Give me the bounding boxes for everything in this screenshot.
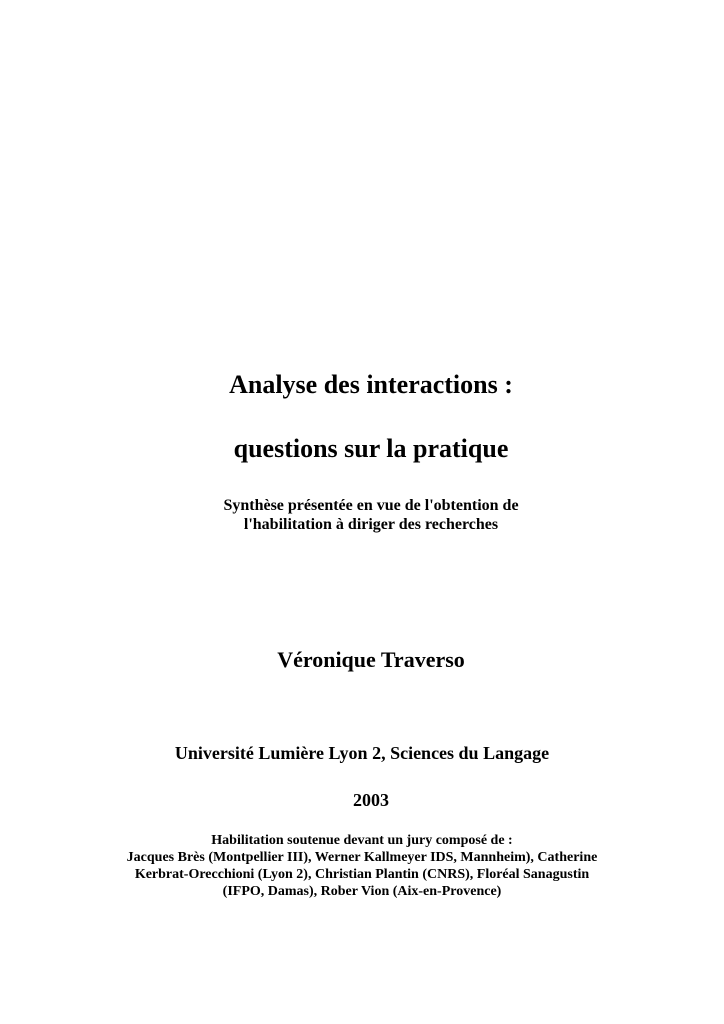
title-line-2: questions sur la pratique xyxy=(233,434,509,463)
jury-line-1: Habilitation soutenue devant un jury composé de : xyxy=(211,833,513,848)
synthesis-line-2: l'habilitation à diriger des recherches xyxy=(243,516,499,533)
jury-block xyxy=(0,832,724,900)
synthesis-line-1: Synthèse présentée en vue de l'obtention de xyxy=(223,497,519,514)
year: 2003 xyxy=(353,790,389,810)
jury-line-4: (IFPO, Damas), Rober Vion (Aix-en-Provence) xyxy=(222,884,502,899)
jury-line-3: Kerbrat-Orecchioni (Lyon 2), Christian Plantin (CNRS), Floréal Sanagustin xyxy=(134,867,590,882)
title-line-1: Analyse des interactions : xyxy=(229,370,513,399)
jury-line-2: Jacques Brès (Montpellier III), Werner Kallmeyer IDS, Mannheim), Catherine xyxy=(126,850,598,865)
university-line: Université Lumière Lyon 2, Sciences du Langage xyxy=(174,743,550,763)
author-name: Véronique Traverso xyxy=(277,647,465,672)
